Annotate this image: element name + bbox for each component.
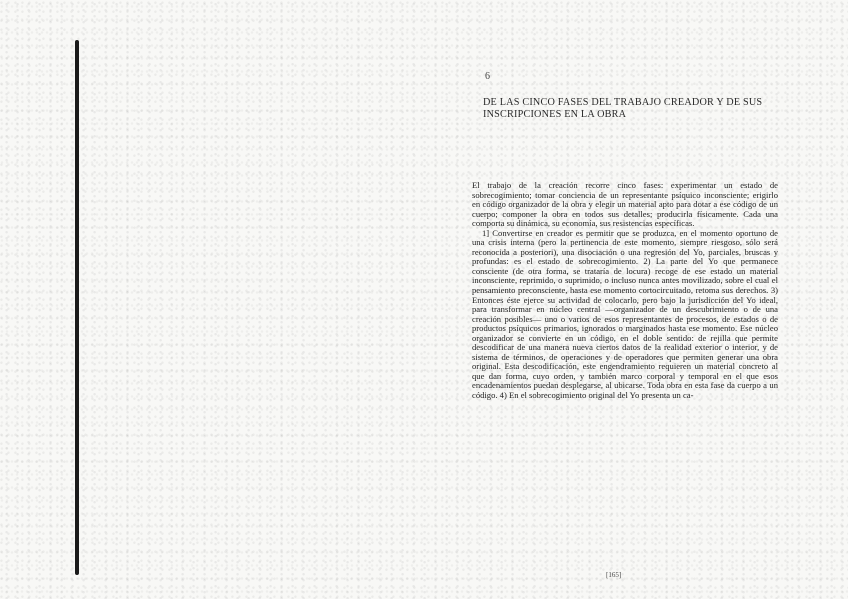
chapter-number: 6 bbox=[485, 71, 490, 82]
paragraph-phases: 1] Convertirse en creador es permitir que se produzca, en el momento oportuno de una crisis interna (pero la pertinencia de este momento, siempre riesgoso, sólo será reconocida a posteriori), una disociación o una regresión del Yo, parciales, bruscas y profundas: es el estado de sobrecogimiento. 2) La parte del Yo que permanece consciente (de otra forma, se trataría de locura) recoge de ese estado un material inconsciente, reprimido, o suprimido, o incluso nunca antes movilizado, sobre el cual el pensamiento preconsciente, hasta ese momento cortocircuitado, retoma sus derechos. 3) Entonces éste ejerce su actividad de colocarlo, pero bajo la jurisdicción del Yo ideal, para transformar en núcleo central —organizador de un descubrimiento o de una creación posibles— uno o varios de esos representantes de procesos, de estados o de productos psíquicos primarios, ignorados o marginados hasta ese momento. Ese núcleo organizador se convierte en un código, en el doble sentido: de rejilla que permite descodificar de una manera nueva ciertos datos de la realidad exterior o interior, y de sistema de términos, de operaciones y de operadores que permiten generar una obra original. Esta descodificación, este engendramiento requieren un material concreto al que dan forma, cuyo orden, y también marco corporal y temporal en el que esos encadenamientos puedan desplegarse, al ubicarse. Toda obra en esta fase da cuerpo a un código. 4) En el sobrecogimiento original del Yo presenta un ca- bbox=[472, 227, 778, 401]
body-text bbox=[472, 181, 778, 401]
paragraph-intro: El trabajo de la creación recorre cinco fases: experimentar un estado de sobrecogimiento; tomar conciencia de un representante psíquico inconsciente; erigirlo en código organizador de la obra y elegir un material apto para dotar a ese código de un cuerpo; componer la obra en todos sus detalles; producirla físicamente. Cada una comporta su dinámica, su economía, sus resistencias específicas. bbox=[472, 180, 778, 229]
chapter-title: DE LAS CINCO FASES DEL TRABAJO CREADOR Y DE SUS INSCRIPCIONES EN LA OBRA bbox=[483, 97, 763, 120]
book-spine-shadow bbox=[75, 40, 79, 575]
page-number: [165] bbox=[606, 571, 622, 579]
